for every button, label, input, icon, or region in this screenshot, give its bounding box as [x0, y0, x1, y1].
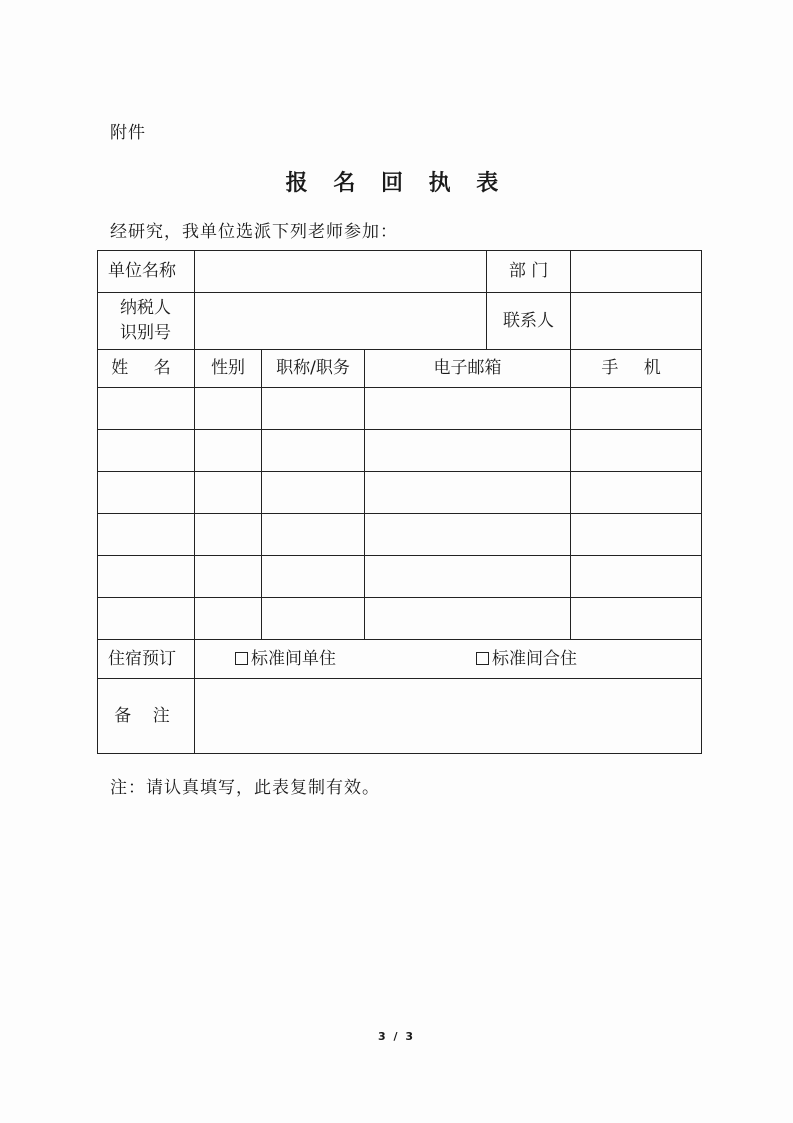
remarks-field[interactable]	[195, 679, 702, 754]
single-room-option[interactable]	[235, 647, 336, 672]
unit-name-label: 单位名称	[98, 251, 195, 293]
email-cell[interactable]	[365, 388, 571, 430]
gender-cell[interactable]	[195, 430, 262, 472]
accommodation-row	[98, 640, 702, 679]
shared-room-option[interactable]	[476, 647, 577, 672]
tax-id-label-line1: 纳税人	[120, 297, 171, 318]
email-cell[interactable]	[365, 556, 571, 598]
email-cell[interactable]	[365, 472, 571, 514]
room-options	[195, 640, 702, 679]
footnote: 注：请认真填写，此表复制有效。	[110, 778, 380, 798]
table-row	[98, 598, 702, 640]
mobile-cell[interactable]	[571, 388, 702, 430]
form-title: 报 名 回 执 表	[285, 170, 508, 196]
attachment-label: 附件	[110, 123, 146, 143]
table-row	[98, 514, 702, 556]
tax-id-field[interactable]	[195, 293, 487, 350]
name-cell[interactable]	[98, 556, 195, 598]
contact-label: 联系人	[487, 293, 571, 350]
email-cell[interactable]	[365, 430, 571, 472]
unit-row	[98, 251, 702, 293]
column-header-mobile: 手 机	[571, 350, 702, 388]
single-room-label: 标准间单住	[251, 648, 336, 669]
gender-cell[interactable]	[195, 598, 262, 640]
registration-form-table	[97, 250, 702, 754]
single-room-checkbox[interactable]	[235, 652, 248, 665]
gender-cell[interactable]	[195, 514, 262, 556]
title-cell[interactable]	[262, 598, 365, 640]
table-row	[98, 472, 702, 514]
mobile-cell[interactable]	[571, 598, 702, 640]
tax-id-label	[98, 293, 195, 350]
gender-cell[interactable]	[195, 472, 262, 514]
title-cell[interactable]	[262, 472, 365, 514]
table-row	[98, 430, 702, 472]
mobile-cell[interactable]	[571, 472, 702, 514]
unit-name-field[interactable]	[195, 251, 487, 293]
email-cell[interactable]	[365, 598, 571, 640]
contact-field[interactable]	[571, 293, 702, 350]
name-cell[interactable]	[98, 388, 195, 430]
gender-cell[interactable]	[195, 388, 262, 430]
table-row	[98, 388, 702, 430]
name-cell[interactable]	[98, 514, 195, 556]
name-cell[interactable]	[98, 430, 195, 472]
column-header-row	[98, 350, 702, 388]
intro-text: 经研究，我单位选派下列老师参加：	[110, 222, 398, 242]
title-cell[interactable]	[262, 388, 365, 430]
department-label: 部 门	[487, 251, 571, 293]
tax-id-label-line2: 识别号	[120, 323, 171, 343]
accommodation-label: 住宿预订	[98, 640, 195, 679]
tax-id-row	[98, 293, 702, 350]
email-cell[interactable]	[365, 514, 571, 556]
column-header-gender: 性别	[195, 350, 262, 388]
title-cell[interactable]	[262, 430, 365, 472]
name-cell[interactable]	[98, 472, 195, 514]
mobile-cell[interactable]	[571, 556, 702, 598]
gender-cell[interactable]	[195, 556, 262, 598]
mobile-cell[interactable]	[571, 514, 702, 556]
column-header-name: 姓 名	[98, 350, 195, 388]
shared-room-label: 标准间合住	[492, 648, 577, 669]
remarks-label: 备 注	[98, 679, 195, 754]
shared-room-checkbox[interactable]	[476, 652, 489, 665]
title-cell[interactable]	[262, 556, 365, 598]
department-field[interactable]	[571, 251, 702, 293]
remarks-row	[98, 679, 702, 754]
table-row	[98, 556, 702, 598]
mobile-cell[interactable]	[571, 430, 702, 472]
page-number: 3 / 3	[378, 1030, 415, 1043]
column-header-title: 职称/职务	[262, 350, 365, 388]
column-header-email: 电子邮箱	[365, 350, 571, 388]
title-cell[interactable]	[262, 514, 365, 556]
name-cell[interactable]	[98, 598, 195, 640]
